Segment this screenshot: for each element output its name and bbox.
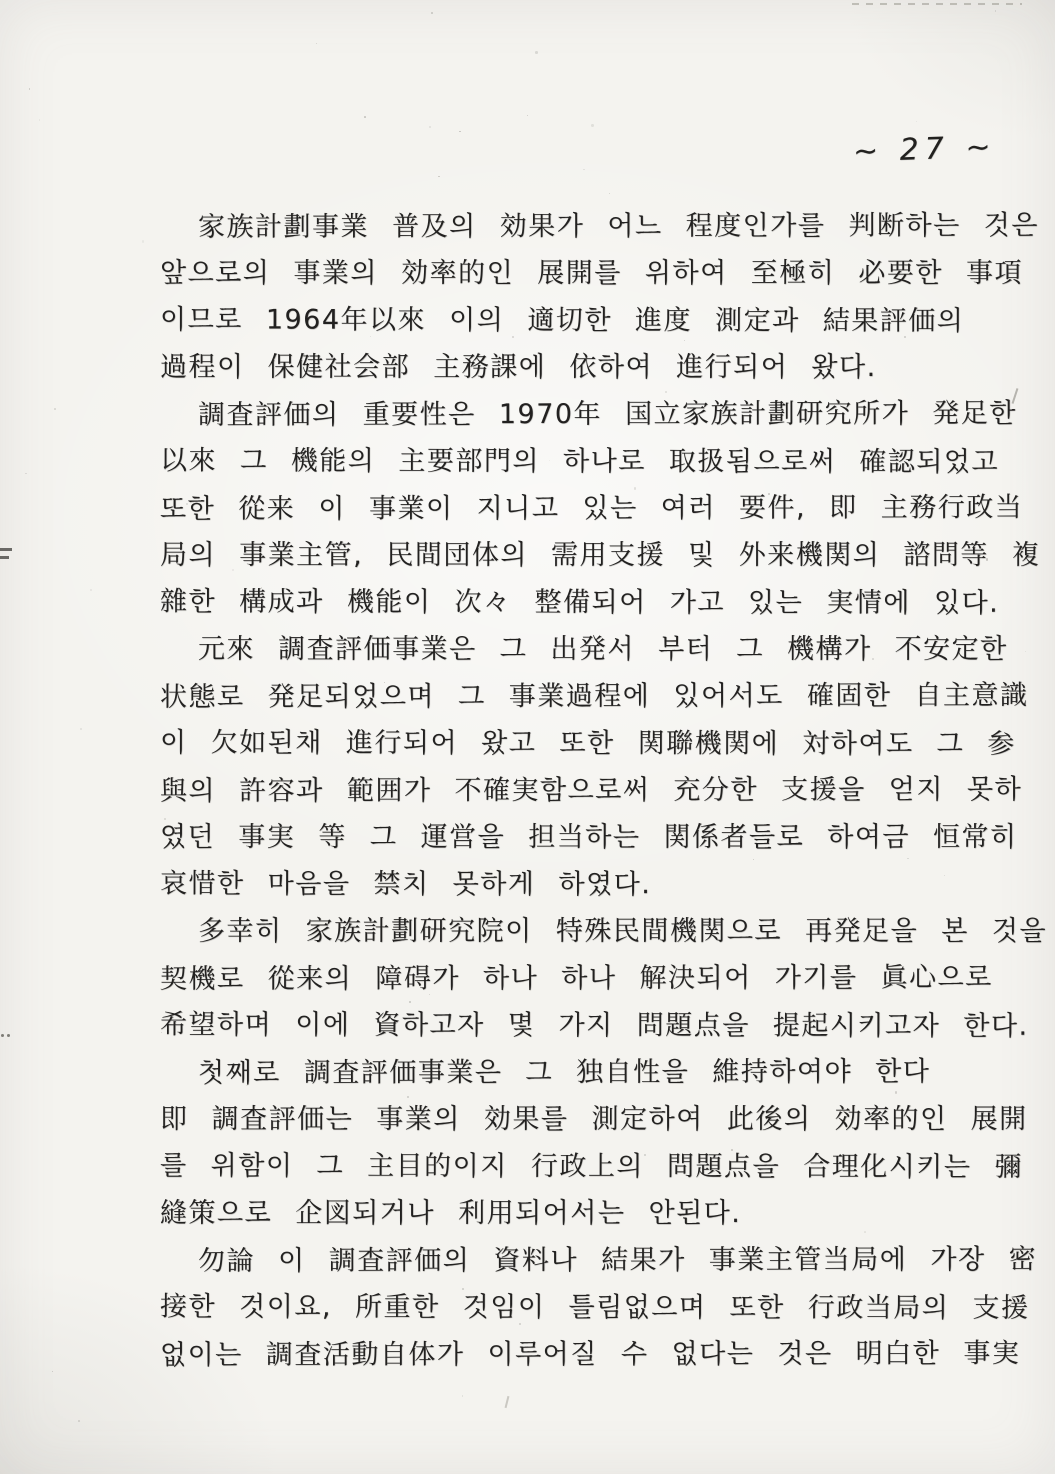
scan-artifact-edge-dots [1,1032,11,1040]
scan-speck [316,43,317,44]
text-line: 앞으로의 事業의 効率的인 展開를 위하여 至極히 必要한 事項 [160,258,1024,289]
text-line: 첫째로 調査評価事業은 그 独自性을 維持하여야 한다 [197,1056,931,1089]
scan-speck [535,51,538,54]
scan-speck [25,473,27,475]
text-line: 多幸히 家族計劃研究院이 特殊民間機関으로 再発足을 본 것을 [198,916,1048,947]
scan-speck [1025,651,1026,652]
scan-speck [54,408,56,410]
scan-speck [39,119,40,120]
text-line: 調査評価의 重要性은 1970年 国立家族計劃研究所가 発足한 [197,398,1017,431]
scan-speck [462,1395,463,1396]
text-line: 元來 調査評価事業은 그 出発서 부터 그 機構가 不安定한 [198,634,1008,665]
text-line: 契機로 從来의 障碍가 하나 하나 解決되어 가기를 眞心으로 [159,962,993,995]
text-line: 雜한 構成과 機能이 次々 整備되어 가고 있는 実情에 있다. [159,586,1000,619]
text-line: 状態로 発足되었으며 그 事業過程에 있어서도 確固한 自主意識 [159,680,1029,713]
scan-artifact-stray-tick [505,1396,510,1408]
scan-speck [431,12,433,14]
text-line: 縫策으로 企図되거나 利用되어서는 안된다. [160,1198,742,1229]
scan-artifact-edge-mark [0,548,13,560]
text-line: 即 調査評価는 事業의 効果를 測定하여 此後의 効率的인 展開 [160,1104,1028,1135]
scan-speck [364,116,366,118]
body-text [159,203,1048,1378]
scan-speck [527,115,529,117]
text-line: 過程이 保健社会部 主務課에 依하여 進行되어 왔다. [160,352,877,383]
scan-speck [995,10,996,11]
scan-speck [80,728,82,730]
scan-speck [591,124,593,126]
text-line: 接한 것이요, 所重한 것임이 틀림없으며 또한 行政当局의 支援 [159,1291,1030,1324]
text-line: 였던 事実 等 그 運営을 担当하는 関係者들로 하여금 恒常히 [160,822,1018,853]
scan-speck [459,131,461,133]
text-line: 를 위함이 그 主目的이지 行政上의 問題点을 合理化시키는 彌 [159,1150,1024,1183]
text-line: 哀惜한 마음을 禁치 못하게 하였다. [159,868,652,901]
scan-speck [142,240,144,242]
text-line: 與의 許容과 範囲가 不確実함으로써 充分한 支援을 얻지 못하 [159,774,1023,807]
text-line: 이 欠如된채 進行되어 왔고 또한 関聯機関에 対하여도 그 参 [159,727,1016,760]
scan-artifact-dashed-line [852,3,1022,5]
scan-speck [429,126,431,128]
text-line: 希望하며 이에 資하고자 몇 가지 問題点을 提起시키고자 한다. [159,1009,1029,1042]
text-line: 勿論 이 調査評価의 資料나 結果가 事業主管当局에 가장 密 [197,1244,1038,1277]
scan-speck [916,121,917,122]
scan-speck [583,169,585,171]
scan-speck [78,1420,80,1422]
page-number: ~ 27 ~ [852,129,998,170]
scan-speck [438,176,440,178]
text-line: 없이는 調査活動自体가 이루어질 수 없다는 것은 明白한 事実 [159,1338,1021,1371]
scan-speck [609,193,610,194]
scan-speck [29,88,31,90]
scan-speck [90,589,92,591]
text-line: 以來 그 機能의 主要部門의 하나로 取扱됨으로써 確認되었고 [159,445,1000,478]
scan-speck [52,1371,53,1372]
text-line: 또한 從来 이 事業이 지니고 있는 여러 要件, 即 主務行政当 [159,492,1024,525]
text-line: 家族計劃事業 普及의 効果가 어느 程度인가를 判断하는 것은 [197,209,1039,243]
text-line: 이므로 1964年以來 이의 適切한 進度 測定과 結果評価의 [159,304,965,337]
text-line: 局의 事業主管, 民間団体의 需用支援 및 外来機関의 諮問等 複 [160,540,1041,571]
